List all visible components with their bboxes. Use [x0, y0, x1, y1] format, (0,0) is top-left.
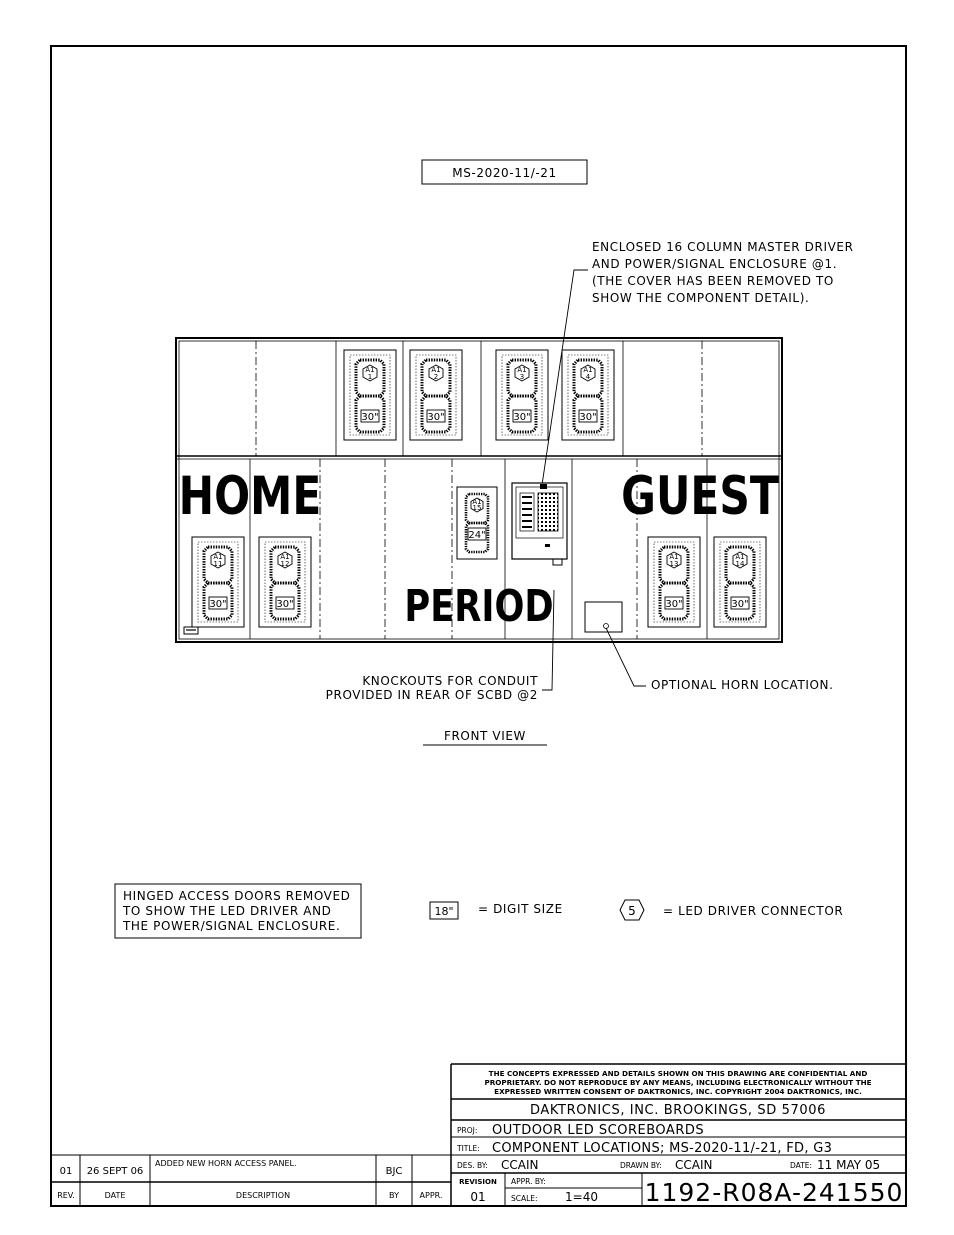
connector-label: 11	[213, 560, 223, 568]
digit-module	[562, 350, 614, 440]
digit-module	[714, 537, 766, 627]
title-label: TITLE:	[457, 1144, 480, 1153]
drawing-id: MS-2020-11/-21	[452, 166, 557, 180]
horn-marker	[604, 624, 609, 629]
driver-label: A1	[669, 553, 679, 561]
horn-note: OPTIONAL HORN LOCATION.	[651, 678, 834, 692]
digit-module	[648, 537, 700, 627]
scale-label: SCALE:	[511, 1194, 538, 1203]
connector-label: 14	[735, 560, 745, 568]
rev-header: REV.	[57, 1191, 75, 1200]
digit-size-label: 30"	[513, 412, 531, 423]
hinged-note-line: THE POWER/SIGNAL ENCLOSURE.	[123, 919, 341, 933]
by-header: BY	[389, 1191, 399, 1200]
driver-label: A1	[735, 553, 745, 561]
digit-module	[496, 350, 548, 440]
hinged-note-line: TO SHOW THE LED DRIVER AND	[123, 904, 332, 918]
digit-size-label: 30"	[427, 412, 445, 423]
digit-size-legend-text: = DIGIT SIZE	[478, 902, 563, 916]
digit-size-label: 30"	[665, 599, 683, 610]
connector-label: 2	[433, 373, 439, 381]
date-label: DATE:	[790, 1161, 813, 1170]
driver-label: A1	[517, 366, 527, 374]
period-digit-module	[457, 487, 497, 559]
drawing-title: COMPONENT LOCATIONS; MS-2020-11/-21, FD, G3	[492, 1141, 833, 1156]
enclosure-note-line: AND POWER/SIGNAL ENCLOSURE @1.	[592, 257, 838, 271]
driver-label: A1	[280, 553, 290, 561]
driver-label: A1	[583, 366, 593, 374]
date-header: DATE	[104, 1191, 126, 1200]
enclosure-note-line: ENCLOSED 16 COLUMN MASTER DRIVER	[592, 240, 854, 254]
horn-leader	[606, 628, 646, 686]
drawn-by: CCAIN	[675, 1158, 713, 1172]
digit-size-label: 24"	[468, 530, 486, 541]
project-name: OUTDOOR LED SCOREBOARDS	[492, 1123, 705, 1138]
digit-module	[410, 350, 462, 440]
confidential-line: THE CONCEPTS EXPRESSED AND DETAILS SHOWN ON THIS DRAWING ARE CONFIDENTIAL AND	[488, 1069, 868, 1078]
description-header: DESCRIPTION	[235, 1191, 291, 1200]
enclosure-note-line: (THE COVER HAS BEEN REMOVED TO	[592, 274, 834, 288]
revision-description: ADDED NEW HORN ACCESS PANEL.	[155, 1159, 297, 1168]
revision-by: BJC	[385, 1166, 403, 1177]
digit-size-label: 30"	[579, 412, 597, 423]
digit-size-label: 30"	[276, 599, 294, 610]
scale-value: 1=40	[565, 1190, 598, 1204]
knockouts-note-line: PROVIDED IN REAR OF SCBD @2	[325, 688, 538, 702]
revision-number: 01	[59, 1166, 73, 1177]
appr-header: APPR.	[419, 1191, 443, 1200]
home-label: HOME	[178, 465, 322, 528]
confidential-line: EXPRESSED WRITTEN CONSENT OF DAKTRONICS, INC. COPYRIGHT 2004 DAKTRONICS, INC.	[494, 1087, 862, 1096]
revision-value: 01	[470, 1190, 486, 1204]
connector-sample: 5	[628, 904, 636, 918]
digit-module	[344, 350, 396, 440]
guest-label: GUEST	[621, 465, 779, 528]
enclosure-note	[592, 240, 854, 305]
front-view-label: FRONT VIEW	[443, 729, 527, 743]
driver-label: A1	[472, 498, 482, 506]
hinged-note-line: HINGED ACCESS DOORS REMOVED	[123, 889, 351, 903]
des-by: CCAIN	[501, 1158, 539, 1172]
drawing-date: 11 MAY 05	[817, 1158, 881, 1172]
digit-size-label: 30"	[731, 599, 749, 610]
appr-by-label: APPR. BY:	[511, 1177, 546, 1186]
title-block	[451, 1064, 906, 1207]
digit-size-label: 30"	[209, 599, 227, 610]
connector-label: 1	[367, 373, 373, 381]
driver-label: A1	[365, 366, 375, 374]
digit-module	[259, 537, 311, 627]
power-signal-enclosure	[512, 483, 567, 565]
revision-date: 26 SEPT 06	[86, 1166, 144, 1177]
drawn-by-label: DRAWN BY:	[620, 1161, 662, 1170]
digit-size-sample: 18"	[434, 905, 454, 918]
digit-module	[192, 537, 244, 627]
horn-access-panel	[585, 602, 622, 632]
digit-size-label: 30"	[361, 412, 379, 423]
revision-block	[51, 1155, 451, 1206]
connector-label: 3	[519, 373, 525, 381]
top-panel-dividers	[256, 341, 702, 456]
connector-legend-text: = LED DRIVER CONNECTOR	[663, 904, 844, 918]
des-by-label: DES. BY:	[457, 1161, 488, 1170]
revision-label: REVISION	[459, 1178, 497, 1186]
proj-label: PROJ:	[457, 1126, 478, 1135]
drawing-number: 1192-R08A-241550	[644, 1178, 904, 1207]
enclosure-note-line: SHOW THE COMPONENT DETAIL).	[592, 291, 810, 305]
scoreboard	[176, 338, 782, 642]
period-label: PERIOD	[404, 581, 554, 633]
legend	[430, 900, 843, 920]
company-name: DAKTRONICS, INC. BROOKINGS, SD 57006	[530, 1103, 826, 1118]
driver-label: A1	[213, 553, 223, 561]
confidential-line: PROPRIETARY. DO NOT REPRODUCE BY ANY MEANS, INCLUDING ELECTRONICALLY WITHOUT THE	[484, 1078, 872, 1087]
knockouts-note-line: KNOCKOUTS FOR CONDUIT	[362, 674, 538, 688]
connector-label: 13	[669, 560, 679, 568]
driver-label: A1	[431, 366, 441, 374]
connector-label: 12	[280, 560, 290, 568]
connector-label: 15	[472, 504, 482, 512]
connector-label: 4	[585, 373, 591, 381]
